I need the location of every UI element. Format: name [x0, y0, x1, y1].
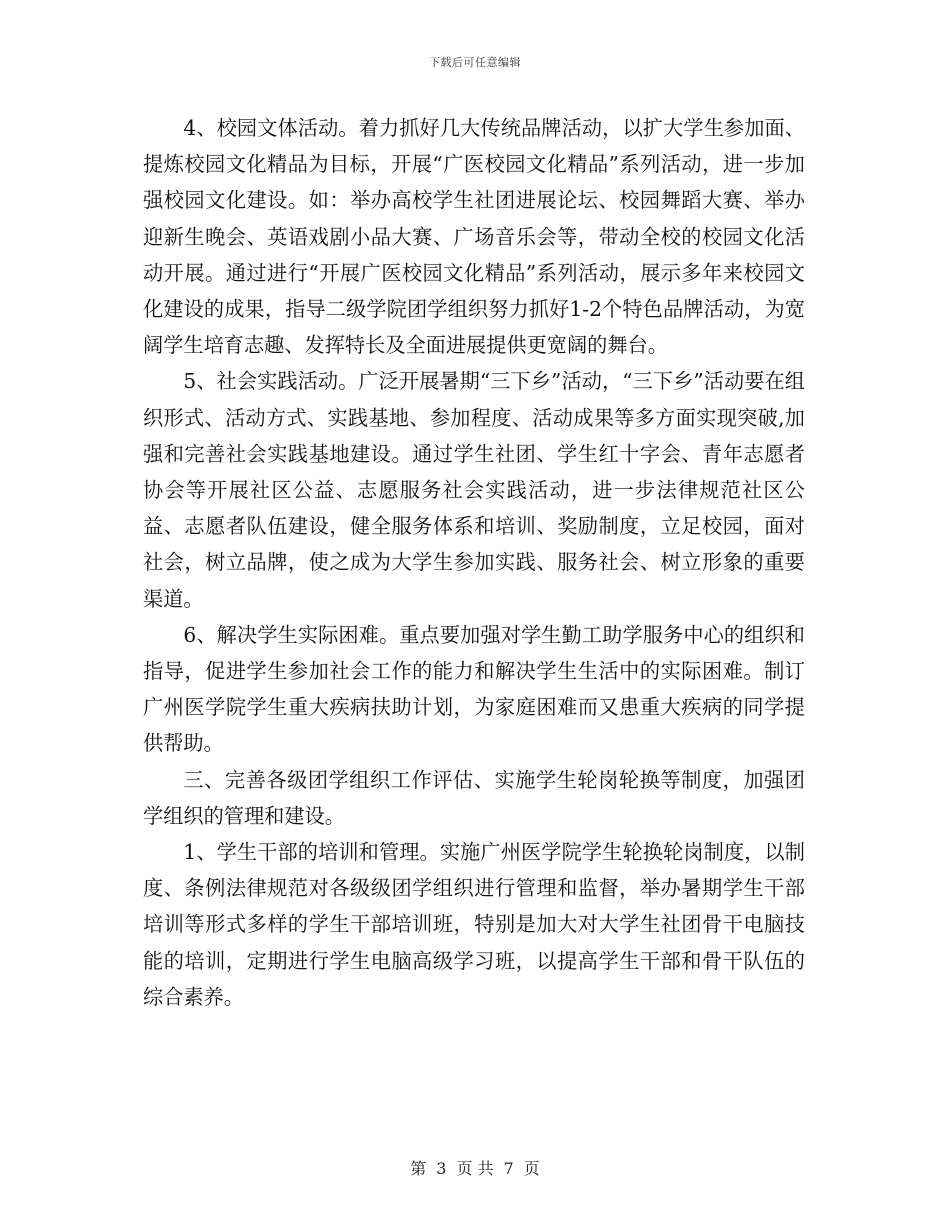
footer-current-page: 3: [436, 1159, 447, 1178]
paragraph-campus-culture: 4、校园文体活动。着力抓好几大传统品牌活动，以扩大学生参加面、提炼校园文化精品为目标，开展“广医校园文化精品”系列活动，进一步加强校园文化建设。如：举办高校学生社团进展论坛、校园舞蹈大赛、举办迎新生晚会、英语戏剧小品大赛、广场音乐会等，带动全校的校园文化活动开展。通过进行“开展广医校园文化精品”系列活动，展示多年来校园文化建设的成果，指导二级学院团学组织努力抓好1-2个特色品牌活动，为宽阔学生培育志趣、发挥特长及全面进展提供更宽阔的舞台。: [143, 116, 805, 358]
page-footer: [0, 1156, 950, 1179]
footer-middle: 页 共: [456, 1159, 494, 1178]
document-body: [143, 110, 805, 1015]
paragraph-cadre-training: 1、学生干部的培训和管理。实施广州医学院学生轮换轮岗制度，以制度、条例法律规范对各级级团学组织进行管理和监督，举办暑期学生干部培训等形式多样的学生干部培训班，特别是加大对大学生社团骨干电脑技能的培训，定期进行学生电脑高级学习班，以提高学生干部和骨干队伍的综合素养。: [143, 840, 805, 1009]
page-header-note: 下载后可任意编辑: [429, 56, 521, 69]
footer-suffix: 页: [523, 1159, 540, 1178]
section-heading-organization: 三、完善各级团学组织工作评估、实施学生轮岗轮换等制度，加强团学组织的管理和建设。: [143, 767, 805, 828]
footer-total-pages: 7: [503, 1159, 514, 1178]
paragraph-student-difficulties: 6、解决学生实际困难。重点要加强对学生勤工助学服务中心的组织和指导，促进学生参加社会工作的能力和解决学生生活中的实际困难。制订广州医学院学生重大疾病扶助计划，为家庭困难而又患重大疾病的同学提供帮助。: [143, 622, 805, 756]
footer-prefix: 第: [410, 1159, 427, 1178]
paragraph-social-practice: 5、社会实践活动。广泛开展暑期“三下乡”活动，“三下乡”活动要在组织形式、活动方式、实践基地、参加程度、活动成果等多方面实现突破,加强和完善社会实践基地建设。通过学生社团、学生红十字会、青年志愿者协会等开展社区公益、志愿服务社会实践活动，进一步法律规范社区公益、志愿者队伍建设，健全服务体系和培训、奖励制度，立足校园，面对社会，树立品牌，使之成为大学生参加实践、服务社会、树立形象的重要渠道。: [143, 369, 805, 611]
